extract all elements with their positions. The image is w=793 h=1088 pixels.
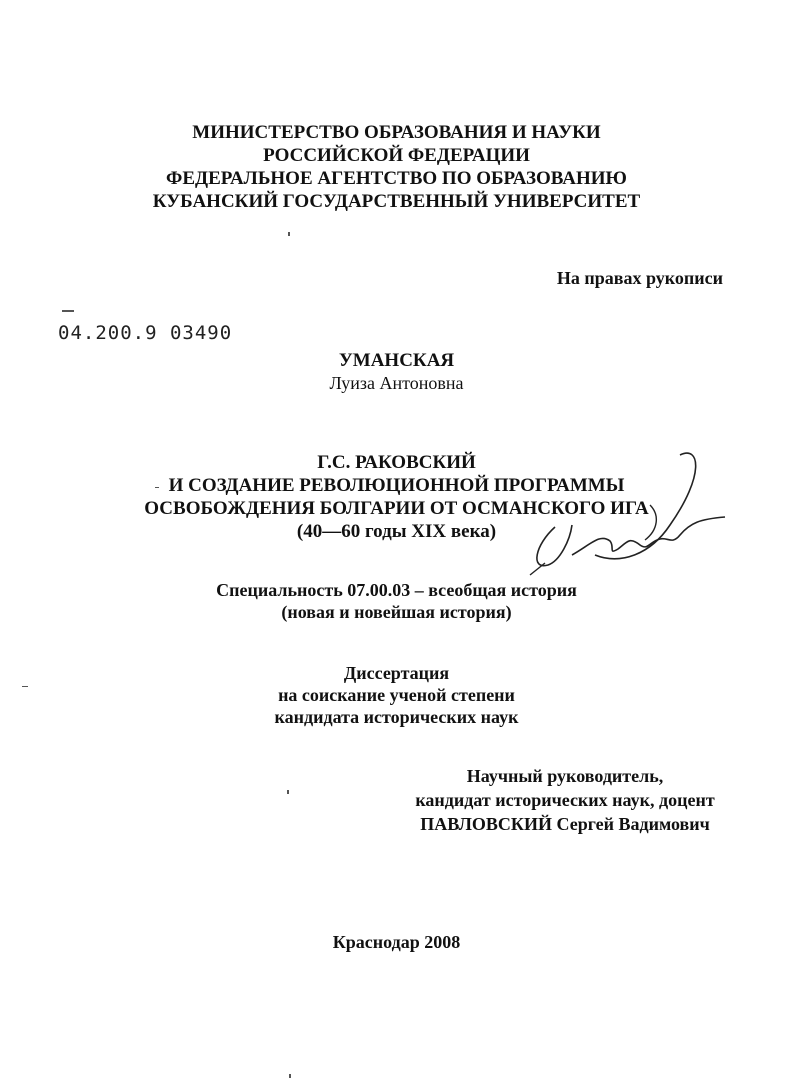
supervisor-role: Научный руководитель, [466,766,664,786]
specialty [0,579,793,623]
signature [500,445,740,585]
header-line-1: МИНИСТЕРСТВО ОБРАЗОВАНИЯ И НАУКИ [192,122,601,143]
scan-speck [289,1074,291,1078]
supervisor-surname: ПАВЛОВСКИЙ [420,814,552,834]
specialty-line-1: Специальность 07.00.03 – всеобщая история [216,580,577,600]
header-line-2: РОССИЙСКОЙ ФЕДЕРАЦИИ [263,145,530,166]
title-line-4: (40—60 годы XIX века) [296,521,497,542]
supervisor-degree: кандидат исторических наук, доцент [415,790,715,810]
author-given-names: Луиза Антоновна [329,373,464,393]
dissertation-degree [0,662,793,728]
scan-speck [287,790,289,794]
scan-speck [155,487,159,488]
registration-number: 04.200.9 03490 [58,322,233,344]
scan-speck [62,310,74,312]
dissertation-line-1: Диссертация [343,663,450,683]
dissertation-line-2: на соискание ученой степени [278,685,515,705]
header-line-3: ФЕДЕРАЛЬНОЕ АГЕНТСТВО ПО ОБРАЗОВАНИЮ [166,168,627,189]
specialty-line-2: (новая и новейшая история) [281,602,512,622]
organization-header [0,121,793,213]
supervisor-block [380,764,750,836]
scan-speck [288,232,290,236]
supervisor-name [380,812,750,836]
scan-speck [22,686,28,687]
supervisor-given-names: Сергей Вадимович [556,814,710,834]
dissertation-line-3: кандидата исторических наук [274,707,519,727]
title-line-3: ОСВОБОЖДЕНИЯ БОЛГАРИИ ОТ ОСМАНСКОГО ИГА [144,498,649,519]
title-line-2: И СОЗДАНИЕ РЕВОЛЮЦИОННОЙ ПРОГРАММЫ [168,475,625,496]
author-surname: УМАНСКАЯ [338,350,455,371]
city-year: Краснодар 2008 [332,932,461,952]
header-line-4: КУБАНСКИЙ ГОСУДАРСТВЕННЫЙ УНИВЕРСИТЕТ [152,191,641,212]
manuscript-label: На правах рукописи [556,268,723,288]
title-line-1: Г.С. РАКОВСКИЙ [317,452,476,473]
